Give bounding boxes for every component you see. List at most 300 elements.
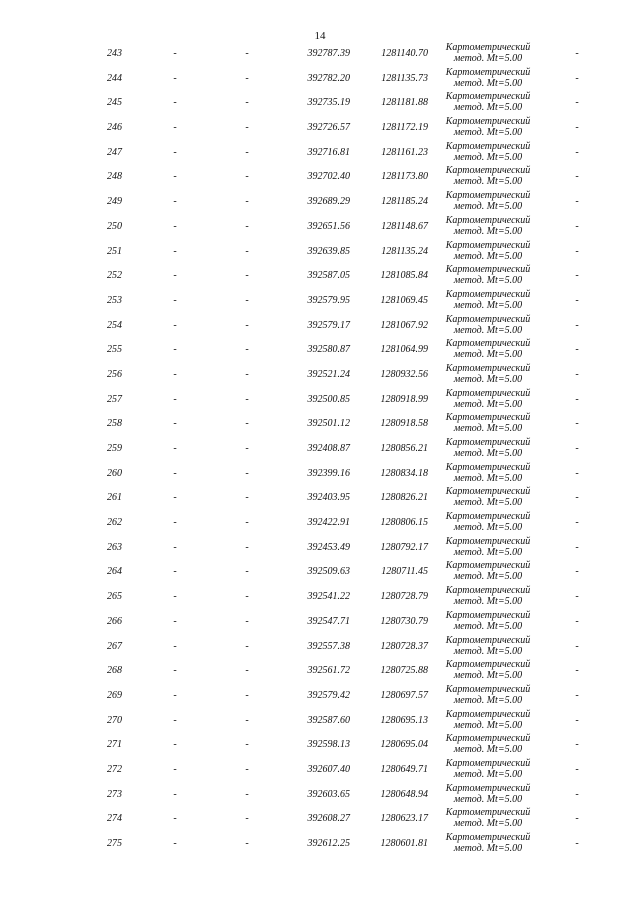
method-cell — [434, 116, 542, 138]
table-row — [0, 140, 640, 165]
y-coordinate: 1281135.24 — [381, 245, 428, 257]
method-line-2: метод. Mt=5.00 — [453, 151, 523, 163]
empty-cell-1: - — [173, 393, 177, 405]
table-row — [0, 782, 640, 807]
empty-cell-1: - — [173, 146, 177, 158]
y-coordinate: 1280918.58 — [380, 418, 428, 430]
empty-cell-1: - — [173, 294, 177, 306]
table-row — [0, 658, 640, 683]
y-coordinate: 1280826.21 — [380, 492, 428, 504]
empty-cell-3: - — [575, 319, 579, 331]
method-line-2: метод. Mt=5.00 — [453, 201, 523, 213]
method-line-2: метод. Mt=5.00 — [453, 102, 523, 114]
point-number: 275 — [107, 838, 122, 849]
empty-cell-2: - — [245, 171, 249, 183]
method-line-1: Картометрический — [445, 782, 531, 794]
empty-cell-3: - — [575, 97, 579, 109]
y-coordinate: 1280695.04 — [380, 739, 428, 751]
method-line-2: метод. Mt=5.00 — [453, 818, 523, 830]
table-row — [0, 559, 640, 584]
method-cell — [434, 733, 542, 755]
table-row — [0, 535, 640, 560]
empty-cell-3: - — [575, 492, 579, 504]
empty-cell-2: - — [245, 714, 249, 726]
method-line-1: Картометрический — [445, 832, 531, 843]
point-number: 264 — [107, 566, 122, 578]
empty-cell-3: - — [575, 443, 579, 454]
empty-cell-3: - — [575, 220, 579, 232]
empty-cell-2: - — [245, 443, 249, 454]
method-line-1: Картометрический — [445, 486, 531, 498]
y-coordinate: 1280695.13 — [380, 714, 428, 726]
table-row — [0, 164, 640, 189]
table-row — [0, 239, 640, 264]
empty-cell-3: - — [575, 48, 579, 59]
method-line-1: Картометрический — [445, 757, 531, 769]
table-row — [0, 411, 640, 436]
point-number: 256 — [107, 368, 122, 380]
empty-cell-2: - — [245, 72, 249, 84]
method-line-1: Картометрический — [445, 560, 531, 572]
method-line-1: Картометрический — [445, 659, 531, 671]
empty-cell-2: - — [245, 640, 249, 652]
empty-cell-3: - — [575, 541, 579, 553]
empty-cell-2: - — [245, 763, 249, 775]
table-row — [0, 313, 640, 338]
table-row — [0, 90, 640, 115]
y-coordinate: 1280623.17 — [380, 813, 428, 825]
point-number: 252 — [107, 270, 122, 282]
table-row — [0, 485, 640, 510]
method-line-2: метод. Mt=5.00 — [453, 225, 523, 237]
empty-cell-3: - — [575, 122, 579, 134]
method-cell — [434, 215, 542, 237]
y-coordinate: 1281173.80 — [381, 171, 428, 183]
y-coordinate: 1281140.70 — [381, 48, 428, 59]
empty-cell-1: - — [173, 566, 177, 578]
method-line-1: Картометрический — [445, 239, 531, 251]
empty-cell-2: - — [245, 196, 249, 208]
method-cell — [434, 560, 542, 582]
empty-cell-3: - — [575, 344, 579, 356]
method-line-2: метод. Mt=5.00 — [453, 497, 523, 509]
empty-cell-1: - — [173, 640, 177, 652]
point-number: 259 — [107, 443, 122, 454]
table-row — [0, 288, 640, 313]
empty-cell-2: - — [245, 541, 249, 553]
method-line-1: Картометрический — [445, 585, 531, 597]
method-line-1: Картометрический — [445, 140, 531, 152]
x-coordinate: 392787.39 — [307, 48, 350, 59]
x-coordinate: 392557.38 — [307, 640, 350, 652]
point-number: 267 — [107, 640, 122, 652]
table-row — [0, 436, 640, 461]
empty-cell-2: - — [245, 615, 249, 627]
empty-cell-1: - — [173, 196, 177, 208]
method-cell — [434, 832, 542, 854]
x-coordinate: 392607.40 — [307, 763, 350, 775]
empty-cell-3: - — [575, 196, 579, 208]
y-coordinate: 1280728.79 — [380, 591, 428, 603]
x-coordinate: 392547.71 — [307, 615, 350, 627]
point-number: 273 — [107, 788, 122, 800]
empty-cell-3: - — [575, 146, 579, 158]
empty-cell-1: - — [173, 467, 177, 479]
method-cell — [434, 511, 542, 533]
y-coordinate: 1281064.99 — [380, 344, 428, 356]
empty-cell-1: - — [173, 541, 177, 553]
method-line-1: Картометрический — [445, 387, 531, 399]
x-coordinate: 392735.19 — [307, 97, 350, 109]
point-number: 248 — [107, 171, 122, 183]
method-line-1: Картометрический — [445, 190, 531, 202]
page-number: 14 — [314, 30, 326, 42]
empty-cell-3: - — [575, 517, 579, 529]
empty-cell-2: - — [245, 245, 249, 257]
method-cell — [434, 807, 542, 829]
empty-cell-1: - — [173, 48, 177, 59]
empty-cell-1: - — [173, 171, 177, 183]
method-line-1: Картометрический — [445, 165, 531, 177]
method-line-1: Картометрический — [445, 288, 531, 300]
method-line-1: Картометрический — [445, 708, 531, 720]
point-number: 268 — [107, 665, 122, 677]
empty-cell-2: - — [245, 319, 249, 331]
empty-cell-1: - — [173, 714, 177, 726]
y-coordinate: 1280649.71 — [380, 763, 428, 775]
empty-cell-2: - — [245, 97, 249, 109]
method-cell — [434, 635, 542, 657]
y-coordinate: 1280932.56 — [380, 368, 428, 380]
x-coordinate: 392579.42 — [307, 689, 350, 701]
method-line-1: Картометрический — [445, 683, 531, 695]
method-cell — [434, 314, 542, 336]
method-cell — [434, 67, 542, 89]
empty-cell-3: - — [575, 739, 579, 751]
method-cell — [434, 240, 542, 262]
x-coordinate: 392580.87 — [307, 344, 350, 356]
empty-cell-1: - — [173, 368, 177, 380]
method-cell — [434, 91, 542, 113]
point-number: 243 — [107, 48, 122, 59]
x-coordinate: 392782.20 — [307, 72, 350, 84]
x-coordinate: 392716.81 — [307, 146, 350, 158]
method-line-2: метод. Mt=5.00 — [453, 472, 523, 484]
empty-cell-1: - — [173, 418, 177, 430]
empty-cell-3: - — [575, 270, 579, 282]
empty-cell-3: - — [575, 788, 579, 800]
point-number: 244 — [107, 72, 122, 84]
empty-cell-1: - — [173, 443, 177, 454]
method-line-2: метод. Mt=5.00 — [453, 843, 523, 854]
method-cell — [434, 536, 542, 558]
y-coordinate: 1280806.15 — [380, 517, 428, 529]
method-cell — [434, 585, 542, 607]
method-cell — [434, 388, 542, 410]
method-cell — [434, 165, 542, 187]
point-number: 254 — [107, 319, 122, 331]
method-cell — [434, 190, 542, 212]
point-number: 249 — [107, 196, 122, 208]
method-line-2: метод. Mt=5.00 — [453, 670, 523, 682]
x-coordinate: 392399.16 — [307, 467, 350, 479]
empty-cell-2: - — [245, 517, 249, 529]
point-number: 257 — [107, 393, 122, 405]
method-line-2: метод. Mt=5.00 — [453, 448, 523, 459]
y-coordinate: 1281069.45 — [380, 294, 428, 306]
x-coordinate: 392521.24 — [307, 368, 350, 380]
method-line-2: метод. Mt=5.00 — [453, 571, 523, 583]
x-coordinate: 392408.87 — [307, 443, 350, 454]
method-line-2: метод. Mt=5.00 — [453, 250, 523, 262]
method-line-2: метод. Mt=5.00 — [453, 176, 523, 188]
empty-cell-1: - — [173, 591, 177, 603]
empty-cell-2: - — [245, 665, 249, 677]
point-number: 258 — [107, 418, 122, 430]
method-line-2: метод. Mt=5.00 — [453, 77, 523, 89]
y-coordinate: 1281181.88 — [381, 97, 428, 109]
method-cell — [434, 684, 542, 706]
empty-cell-2: - — [245, 294, 249, 306]
method-cell — [434, 758, 542, 780]
empty-cell-3: - — [575, 393, 579, 405]
empty-cell-3: - — [575, 615, 579, 627]
empty-cell-3: - — [575, 640, 579, 652]
method-line-1: Картометрический — [445, 634, 531, 646]
method-cell — [434, 42, 542, 64]
empty-cell-2: - — [245, 566, 249, 578]
empty-cell-1: - — [173, 220, 177, 232]
method-cell — [434, 412, 542, 434]
x-coordinate: 392500.85 — [307, 393, 350, 405]
y-coordinate: 1281185.24 — [381, 196, 428, 208]
point-number: 265 — [107, 591, 122, 603]
method-line-1: Картометрический — [445, 461, 531, 473]
method-line-2: метод. Mt=5.00 — [453, 127, 523, 139]
method-cell — [434, 289, 542, 311]
table-row — [0, 263, 640, 288]
point-number: 251 — [107, 245, 122, 257]
empty-cell-1: - — [173, 122, 177, 134]
method-cell — [434, 486, 542, 508]
y-coordinate: 1281085.84 — [380, 270, 428, 282]
empty-cell-3: - — [575, 294, 579, 306]
x-coordinate: 392612.25 — [307, 838, 350, 849]
method-line-2: метод. Mt=5.00 — [453, 373, 523, 385]
method-line-1: Картометрический — [445, 362, 531, 374]
empty-cell-1: - — [173, 517, 177, 529]
empty-cell-2: - — [245, 344, 249, 356]
x-coordinate: 392579.95 — [307, 294, 350, 306]
y-coordinate: 1280601.81 — [380, 838, 428, 849]
empty-cell-3: - — [575, 418, 579, 430]
method-line-2: метод. Mt=5.00 — [453, 744, 523, 756]
point-number: 250 — [107, 220, 122, 232]
empty-cell-1: - — [173, 665, 177, 677]
x-coordinate: 392651.56 — [307, 220, 350, 232]
y-coordinate: 1280648.94 — [380, 788, 428, 800]
empty-cell-2: - — [245, 739, 249, 751]
x-coordinate: 392403.95 — [307, 492, 350, 504]
x-coordinate: 392579.17 — [307, 319, 350, 331]
x-coordinate: 392501.12 — [307, 418, 350, 430]
method-line-1: Картометрический — [445, 313, 531, 325]
method-cell — [434, 264, 542, 286]
x-coordinate: 392598.13 — [307, 739, 350, 751]
empty-cell-1: - — [173, 492, 177, 504]
point-number: 253 — [107, 294, 122, 306]
empty-cell-3: - — [575, 813, 579, 825]
point-number: 255 — [107, 344, 122, 356]
method-line-2: метод. Mt=5.00 — [453, 275, 523, 287]
table-row — [0, 66, 640, 91]
y-coordinate: 1280730.79 — [380, 615, 428, 627]
method-cell — [434, 610, 542, 632]
table-row — [0, 683, 640, 708]
method-line-2: метод. Mt=5.00 — [453, 522, 523, 534]
table-row — [0, 461, 640, 486]
empty-cell-3: - — [575, 72, 579, 84]
empty-cell-2: - — [245, 368, 249, 380]
empty-cell-2: - — [245, 467, 249, 479]
method-line-2: метод. Mt=5.00 — [453, 645, 523, 657]
method-line-1: Картометрический — [445, 437, 531, 448]
empty-cell-2: - — [245, 813, 249, 825]
x-coordinate: 392603.65 — [307, 788, 350, 800]
method-line-1: Картометрический — [445, 412, 531, 424]
method-line-1: Картометрический — [445, 116, 531, 128]
point-number: 261 — [107, 492, 122, 504]
empty-cell-3: - — [575, 591, 579, 603]
point-number: 270 — [107, 714, 122, 726]
method-cell — [434, 363, 542, 385]
empty-cell-1: - — [173, 97, 177, 109]
method-line-2: метод. Mt=5.00 — [453, 324, 523, 336]
table-row — [0, 634, 640, 659]
table-row — [0, 609, 640, 634]
x-coordinate: 392541.22 — [307, 591, 350, 603]
point-number: 260 — [107, 467, 122, 479]
coordinates-table — [0, 41, 640, 856]
method-line-1: Картометрический — [445, 66, 531, 78]
method-line-2: метод. Mt=5.00 — [453, 546, 523, 558]
method-cell — [434, 709, 542, 731]
empty-cell-2: - — [245, 270, 249, 282]
y-coordinate: 1281161.23 — [381, 146, 428, 158]
method-line-2: метод. Mt=5.00 — [453, 596, 523, 608]
y-coordinate: 1281172.19 — [381, 122, 428, 134]
method-line-1: Картометрический — [445, 214, 531, 226]
empty-cell-2: - — [245, 689, 249, 701]
empty-cell-1: - — [173, 763, 177, 775]
y-coordinate: 1280792.17 — [380, 541, 428, 553]
y-coordinate: 1281067.92 — [380, 319, 428, 331]
method-line-2: метод. Mt=5.00 — [453, 398, 523, 410]
method-line-1: Картометрический — [445, 511, 531, 523]
y-coordinate: 1280711.45 — [381, 566, 428, 578]
method-line-1: Картометрический — [445, 733, 531, 745]
empty-cell-3: - — [575, 368, 579, 380]
y-coordinate: 1280856.21 — [380, 443, 428, 454]
table-row — [0, 337, 640, 362]
x-coordinate: 392587.05 — [307, 270, 350, 282]
y-coordinate: 1280728.37 — [380, 640, 428, 652]
method-line-2: метод. Mt=5.00 — [453, 620, 523, 632]
x-coordinate: 392702.40 — [307, 171, 350, 183]
empty-cell-2: - — [245, 788, 249, 800]
method-line-1: Картометрический — [445, 91, 531, 103]
empty-cell-2: - — [245, 418, 249, 430]
empty-cell-2: - — [245, 48, 249, 59]
empty-cell-2: - — [245, 122, 249, 134]
empty-cell-3: - — [575, 838, 579, 849]
empty-cell-1: - — [173, 319, 177, 331]
table-row — [0, 115, 640, 140]
method-line-1: Картометрический — [445, 264, 531, 276]
empty-cell-1: - — [173, 615, 177, 627]
method-line-2: метод. Mt=5.00 — [453, 349, 523, 361]
point-number: 262 — [107, 517, 122, 529]
table-row — [0, 757, 640, 782]
point-number: 269 — [107, 689, 122, 701]
empty-cell-3: - — [575, 689, 579, 701]
point-number: 274 — [107, 813, 122, 825]
empty-cell-1: - — [173, 245, 177, 257]
empty-cell-1: - — [173, 813, 177, 825]
empty-cell-1: - — [173, 72, 177, 84]
table-row — [0, 732, 640, 757]
y-coordinate: 1281148.67 — [381, 220, 428, 232]
empty-cell-3: - — [575, 714, 579, 726]
y-coordinate: 1280697.57 — [380, 689, 428, 701]
empty-cell-1: - — [173, 344, 177, 356]
method-cell — [434, 783, 542, 805]
empty-cell-1: - — [173, 838, 177, 849]
x-coordinate: 392639.85 — [307, 245, 350, 257]
table-row — [0, 831, 640, 856]
method-cell — [434, 338, 542, 360]
empty-cell-3: - — [575, 467, 579, 479]
y-coordinate: 1280918.99 — [380, 393, 428, 405]
x-coordinate: 392726.57 — [307, 122, 350, 134]
method-line-2: метод. Mt=5.00 — [453, 423, 523, 435]
method-line-1: Картометрический — [445, 609, 531, 621]
empty-cell-3: - — [575, 566, 579, 578]
point-number: 272 — [107, 763, 122, 775]
table-row — [0, 214, 640, 239]
method-cell — [434, 462, 542, 484]
method-line-2: метод. Mt=5.00 — [453, 694, 523, 706]
method-cell — [434, 437, 542, 459]
table-row — [0, 41, 640, 66]
empty-cell-3: - — [575, 171, 579, 183]
empty-cell-1: - — [173, 739, 177, 751]
method-line-2: метод. Mt=5.00 — [453, 299, 523, 311]
method-line-2: метод. Mt=5.00 — [453, 768, 523, 780]
table-row — [0, 387, 640, 412]
method-line-1: Картометрический — [445, 42, 531, 53]
empty-cell-2: - — [245, 393, 249, 405]
empty-cell-3: - — [575, 245, 579, 257]
table-row — [0, 510, 640, 535]
y-coordinate: 1280834.18 — [380, 467, 428, 479]
table-row — [0, 189, 640, 214]
x-coordinate: 392561.72 — [307, 665, 350, 677]
method-line-1: Картометрический — [445, 535, 531, 547]
empty-cell-3: - — [575, 665, 579, 677]
x-coordinate: 392509.63 — [307, 566, 350, 578]
table-row — [0, 806, 640, 831]
